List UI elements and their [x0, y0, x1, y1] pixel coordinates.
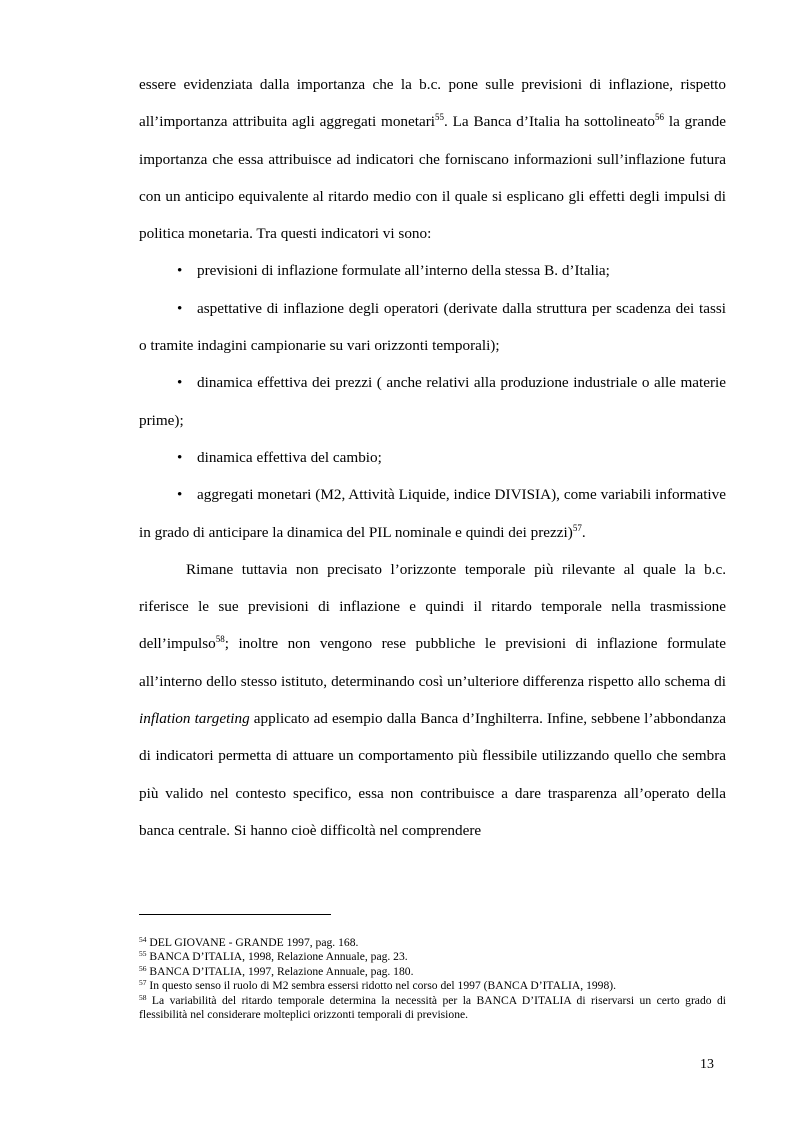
bullet-text: dinamica effettiva del cambio; — [197, 448, 382, 466]
paragraph-text: ; inoltre non vengono rese pubbliche le previsioni di inflazione formulate all’interno dello stesso istituto, determinando così un’ulteriore differenza rispetto allo schema di — [139, 635, 726, 690]
footnote-separator — [139, 914, 331, 915]
footnote-text: La variabilità del ritardo temporale determina la necessità per la BANCA D’ITALIA di riservarsi un certo grado di flessibilità nel considerare molteplici orizzonti temporali di previsione. — [139, 993, 726, 1022]
bullet-text: aggregati monetari (M2, Attività Liquide, indice DIVISIA), come variabili informative in grado di anticipare la dinamica del PIL nominale e quindi dei prezzi) — [139, 486, 726, 541]
footnote-56 — [139, 965, 726, 979]
footnote-number: 55 — [139, 949, 147, 959]
bullet-dot-icon: • — [177, 448, 183, 466]
footnote-57 — [139, 979, 726, 993]
paragraph-text: Rimane tuttavia non precisato l’orizzonte temporale più rilevante al quale la b.c. riferisce le sue previsioni di inflazione e quindi il ritardo temporale nella trasmissione dell’impulso — [139, 560, 726, 653]
footnote-ref-55[interactable]: 55 — [435, 112, 444, 123]
paragraph-text: applicato ad esempio dalla Banca d’Inghilterra. Infine, sebbene l’abbondanza di indicatori permetta di attuare un comportamento più flessibile utilizzando quello che sembra più valido nel contesto specifico, essa non contribuisce a dare trasparenza all’operato della banca centrale. Si hanno cioè difficoltà nel comprendere — [139, 710, 726, 839]
bullet-item — [139, 476, 726, 551]
footnote-55 — [139, 950, 726, 964]
footnote-number: 56 — [139, 963, 147, 973]
footnote-text: BANCA D’ITALIA, 1997, Relazione Annuale, pag. 180. — [146, 964, 414, 978]
footnote-54 — [139, 936, 726, 950]
paragraph-text: essere evidenziata dalla importanza che la b.c. pone sulle previsioni di inflazione, rispetto all’importanza attribuita agli aggregati monetari — [139, 76, 726, 131]
footnote-text: DEL GIOVANE - GRANDE 1997, pag. 168. — [146, 936, 359, 949]
bullet-text: aspettative di inflazione degli operatori (derivate dalla struttura per scadenza dei tassi o tramite indagini campionarie su vari orizzonti temporali); — [139, 299, 726, 355]
bullet-item — [139, 364, 726, 439]
paragraph-text: la grande importanza che essa attribuisce ad indicatori che forniscano informazioni sull’inflazione futura con un anticipo equivalente al ritardo medio con il quale si esplicano gli effetti degli impulsi di politica monetaria. Tra questi indicatori vi sono: — [139, 113, 726, 243]
bullet-text: previsioni di inflazione formulate all’interno della stessa B. d’Italia; — [197, 262, 610, 280]
page-number: 13 — [700, 1057, 714, 1072]
footnote-text: In questo senso il ruolo di M2 sembra essersi ridotto nel corso del 1997 (BANCA D’ITALIA, 1998). — [146, 979, 617, 993]
bullet-item — [139, 290, 726, 365]
paragraph-2 — [139, 551, 726, 849]
footnotes — [139, 936, 726, 1022]
bullet-item — [139, 252, 726, 289]
body-text — [139, 66, 726, 849]
bullet-text: dinamica effettiva dei prezzi ( anche relativi alla produzione industriale o alle materie prime); — [139, 374, 726, 429]
paragraph-text: . La Banca d’Italia ha sottolineato — [444, 113, 656, 131]
footnote-ref-57[interactable]: 57 — [572, 522, 582, 533]
footnote-number: 54 — [139, 935, 147, 944]
italic-term: inflation targeting — [139, 710, 250, 728]
bullet-dot-icon: • — [177, 262, 183, 280]
bullet-dot-icon: • — [177, 299, 183, 317]
footnote-58 — [139, 994, 726, 1023]
footnote-text: BANCA D’ITALIA, 1998, Relazione Annuale, pag. 23. — [146, 950, 408, 964]
paragraph-1 — [139, 66, 726, 252]
footnote-ref-56[interactable]: 56 — [655, 112, 665, 123]
footnote-number: 58 — [139, 992, 147, 1002]
bullet-item — [139, 439, 726, 476]
footnote-number: 57 — [139, 978, 147, 988]
bullet-dot-icon: • — [177, 374, 183, 392]
bullet-dot-icon: • — [177, 486, 183, 504]
bullet-text-end: . — [581, 523, 586, 541]
footnote-ref-58[interactable]: 58 — [215, 634, 225, 645]
